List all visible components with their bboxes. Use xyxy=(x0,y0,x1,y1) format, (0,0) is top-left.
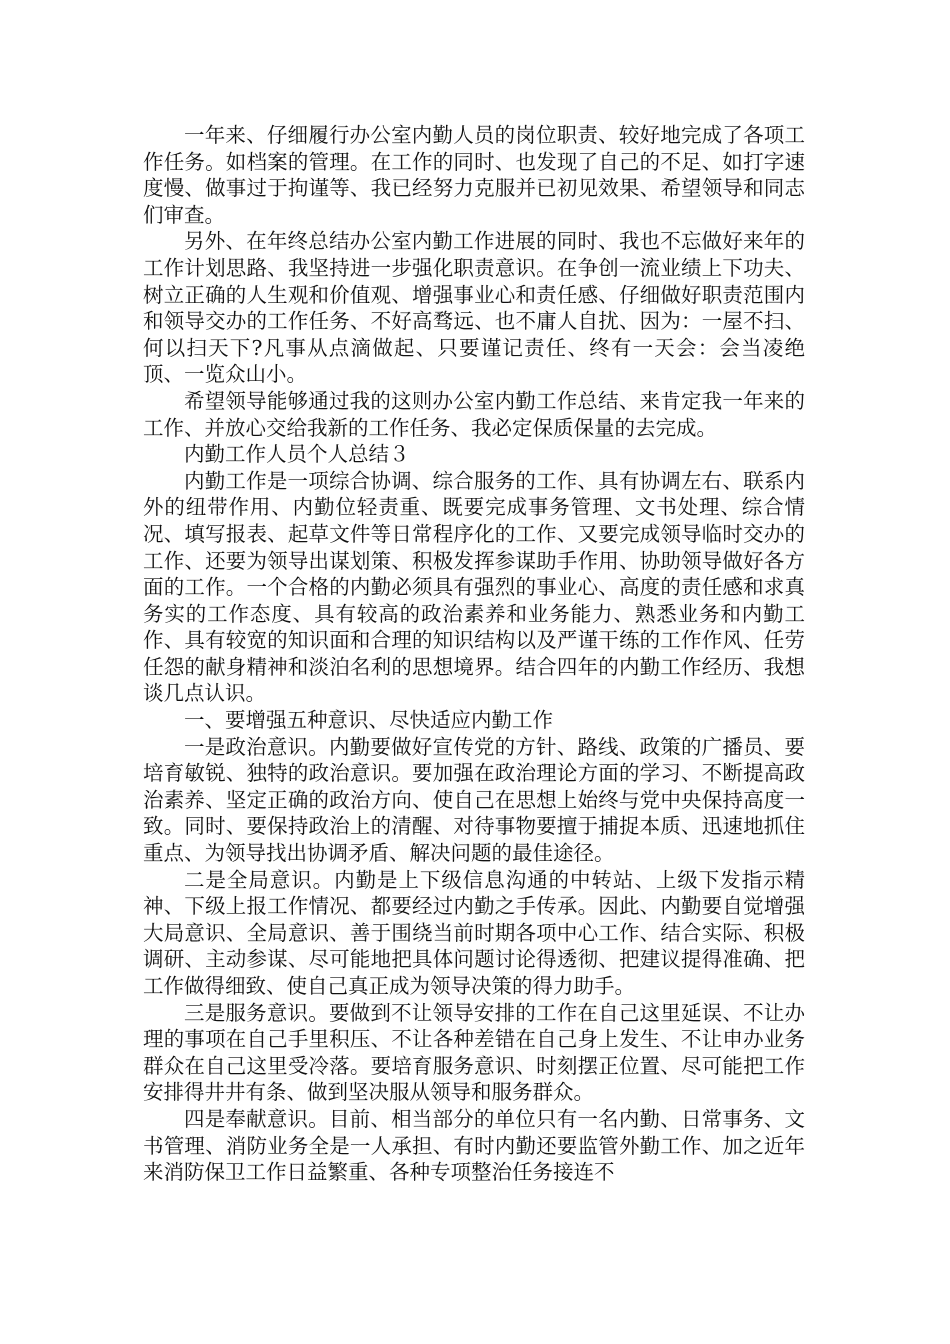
paragraph-service-awareness: 三是服务意识。要做到不让领导安排的工作在自己这里延误、不让办理的事项在自己手里积压、不让各种差错在自己身上发生、不让申办业务群众在自己这里受冷落。要培育服务意识、时刻摆正位置、尽可能把工作安排得井井有条、做到坚决服从领导和服务群众。 xyxy=(143,1000,805,1105)
paragraph-political-awareness: 一是政治意识。内勤要做好宣传党的方针、路线、政策的广播员、要培育敏锐、独特的政治意识。要加强在政治理论方面的学习、不断提高政治素养、坚定正确的政治方向、使自己在思想上始终与党中央保持高度一致。同时、要保持政治上的清醒、对待事物要擅于捕捉本质、迅速地抓住重点、为领导找出协调矛盾、解决问题的最佳途径。 xyxy=(143,734,805,866)
paragraph-work-description: 内勤工作是一项综合协调、综合服务的工作、具有协调左右、联系内外的纽带作用、内勤位轻责重、既要完成事务管理、文书处理、综合情况、填写报表、起草文件等日常程序化的工作、又要完成领导临时交办的工作、还要为领导出谋划策、积极发挥参谋助手作用、协助领导做好各方面的工作。一个合格的内勤必须具有强烈的事业心、高度的责任感和求真务实的工作态度、具有较高的政治素养和业务能力、熟悉业务和内勤工作、具有较宽的知识面和合理的知识结构以及严谨干练的工作作风、任劳任怨的献身精神和淡泊名利的思想境界。结合四年的内勤工作经历、我想谈几点认识。 xyxy=(143,468,805,706)
paragraph-summary-intro: 一年来、仔细履行办公室内勤人员的岗位职责、较好地完成了各项工作任务。如档案的管理。在工作的同时、也发现了自己的不足、如打字速度慢、做事过于拘谨等、我已经努力克服并已初见效果、希望领导和同志们审查。 xyxy=(143,123,805,227)
paragraph-plan: 另外、在年终总结办公室内勤工作进展的同时、我也不忘做好来年的工作计划思路、我坚持进一步强化职责意识。在争创一流业绩上下功夫、树立正确的人生观和价值观、增强事业心和责任感、仔细做好职责范围内和领导交办的工作任务、不好高骛远、也不庸人自扰、因为：一屋不扫、何以扫天下?凡事从点滴做起、只要谨记责任、终有一天会：会当凌绝顶、一览众山小。 xyxy=(143,229,805,387)
section-title: 内勤工作人员个人总结３ xyxy=(184,442,410,467)
paragraph-hope: 希望领导能够通过我的这则办公室内勤工作总结、来肯定我一年来的工作、并放心交给我新的工作任务、我必定保质保量的去完成。 xyxy=(143,388,805,440)
document-body xyxy=(143,122,805,1186)
paragraph-overall-awareness: 二是全局意识。内勤是上下级信息沟通的中转站、上级下发指示精神、下级上报工作情况、都要经过内勤之手传承。因此、内勤要自觉增强大局意识、全局意识、善于围绕当前时期各项中心工作、结合实际、积极调研、主动参谋、尽可能地把具体问题讨论得透彻、把建议提得准确、把工作做得细致、使自己真正成为领导决策的得力助手。 xyxy=(143,867,805,998)
paragraph-dedication-awareness: 四是奉献意识。目前、相当部分的单位只有一名内勤、日常事务、文书管理、消防业务全是一人承担、有时内勤还要监管外勤工作、加之近年来消防保卫工作日益繁重、各种专项整治任务接连不 xyxy=(143,1106,805,1185)
subheading-five-awareness: 一、要增强五种意识、尽快适应内勤工作 xyxy=(184,708,553,733)
